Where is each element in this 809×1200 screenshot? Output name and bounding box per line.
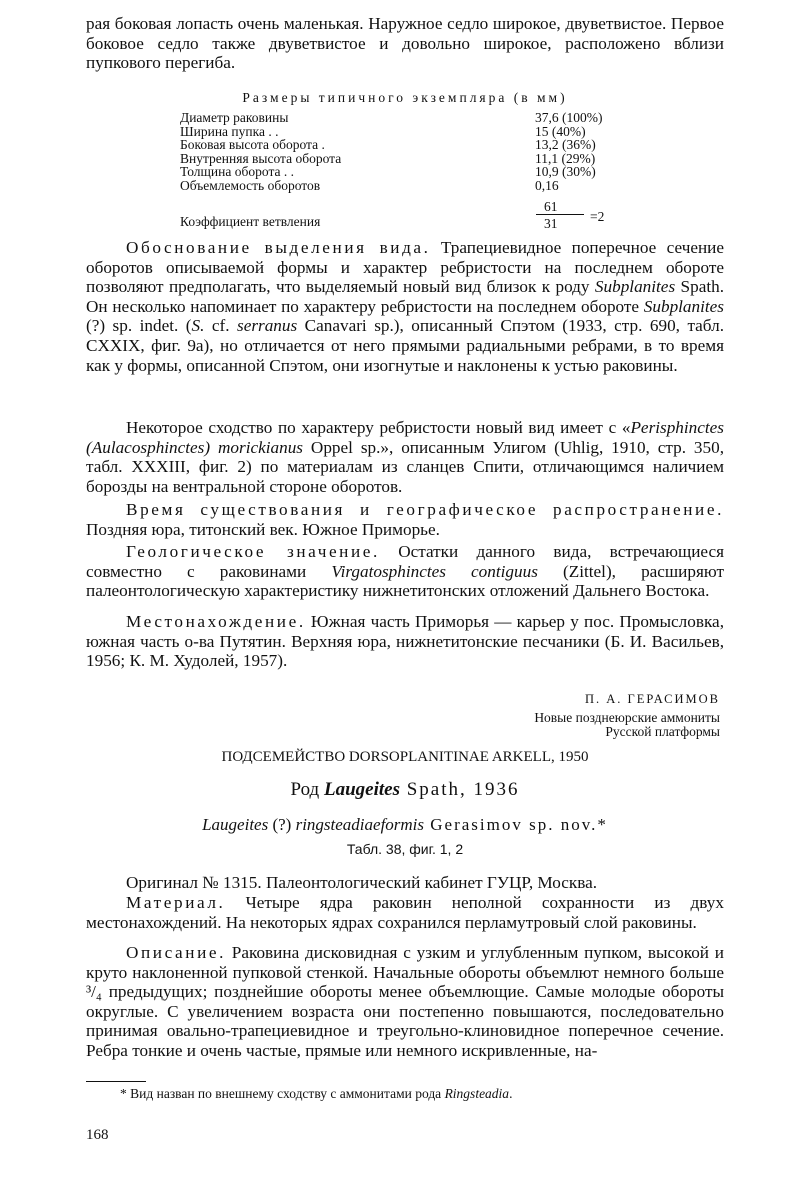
text: cf. xyxy=(204,316,238,336)
paragraph-description xyxy=(86,943,724,1061)
measurements-title: Размеры типичного экземпляра (в мм) xyxy=(242,90,568,105)
text: * Вид назван по внешнему сходству с аммонитами рода xyxy=(120,1086,445,1101)
measurement-label: Объемлемость оборотов xyxy=(180,177,321,193)
top-paragraph: рая боковая лопасть очень маленькая. Наружное седло широкое, двуветвистое. Первое боковое седло также двуветвистое и довольно широкое, расположено вблизи пупкового перегиба. xyxy=(86,14,724,73)
text: (Zittel), расширяют палеонтологическую характеристику нижнетитонских отложений Дальнего Востока. xyxy=(86,561,724,601)
measurement-row xyxy=(180,125,603,139)
measurement-row xyxy=(180,138,603,152)
text: Род xyxy=(290,779,324,800)
genus-name: Laugeites xyxy=(323,779,400,800)
heading-material: Материал. xyxy=(126,893,226,912)
measurement-row xyxy=(180,111,603,125)
text: Четыре ядра раковин неполной сохранности из двух местонахождений. На некоторых ядрах сохранился перламутровый слой раковины. xyxy=(86,893,724,932)
measurement-label: Боковая высота оборота . xyxy=(180,137,325,153)
genus-name: Ringsteadia xyxy=(444,1086,510,1101)
text: . xyxy=(509,1086,513,1101)
species-name: Perisphinctes (Aulacosphinctes) morickianus xyxy=(86,418,724,457)
subfamily-heading: ПОДСЕМЕЙСТВО DORSOPLANITINAE ARKELL, 1950 xyxy=(221,749,589,765)
species-name: Virgatosphinctes contiguus xyxy=(331,561,538,581)
heading-obosnovanie: Обоснование выделения вида. xyxy=(126,238,431,257)
measurement-row xyxy=(180,165,603,179)
species-abbrev: S. xyxy=(191,316,205,336)
paragraph-original: Оригинал № 1315. Палеонтологический кабинет ГУЦР, Москва. xyxy=(126,873,598,892)
heading-time: Время существования и географическое распространение. xyxy=(126,500,724,519)
species-heading xyxy=(86,815,724,835)
paragraph-locality xyxy=(86,612,724,671)
author-work-line1: Новые позднеюрские аммониты xyxy=(534,710,720,725)
species-name: serranus xyxy=(237,316,298,336)
text: Южная часть Приморья — карьер у пос. Промысловка, южная часть о-ва Путятин. Верхняя юра, нижнетитонские песчаники (Б. И. Васильев, 1956; К. М. Худолей, 1957). xyxy=(86,612,724,671)
text: Canavari sp.), описанный Спэтом (1933, стр. 690, табл. CXXIX, фиг. 9а), но отличается от него прямыми радиальными ребрами, в то время как у формы, описанной Спэтом, они изогнутые и наклонены к устью раковины. xyxy=(86,316,724,375)
text: Трапециевидное поперечное сечение оборотов описываемой формы и характер ребристости на последнем обороте позволяют предполагать, что выделяемый новый вид близок к роду xyxy=(86,238,724,297)
genus-name: Laugeites xyxy=(202,815,269,834)
text: (?) xyxy=(268,815,296,834)
genus-heading xyxy=(86,779,724,801)
measurement-value: 15 (40%) xyxy=(535,123,586,139)
measurement-label: Толщина оборота . . xyxy=(180,164,294,180)
measurements-table xyxy=(180,111,603,193)
paragraph-similarity xyxy=(86,418,724,496)
genus-author: Spath, 1936 xyxy=(399,779,520,800)
text: Поздняя юра, титонский век. Южное Приморье. xyxy=(86,519,440,539)
measurement-value: 10,9 (30%) xyxy=(535,164,596,180)
text: Oppel sp.», описанным Улигом (Uhlig, 1910, стр. 350, табл. XXXIII, фиг. 2) по материалам из сланцев Спити, отличающимся наличием борозды на вентральной стороне оборотов. xyxy=(86,437,724,496)
measurement-label: Диаметр раковины xyxy=(180,110,289,125)
author-name: П. А. ГЕРАСИМОВ xyxy=(584,692,720,706)
measurement-row xyxy=(180,152,603,166)
text: (?) sp. indet. ( xyxy=(86,316,192,336)
coefficient-label: Коэффициент ветвления xyxy=(180,214,321,229)
page-number: 168 xyxy=(86,1127,109,1143)
coefficient-result: =2 xyxy=(590,209,605,224)
measurement-row xyxy=(180,179,603,193)
footnote xyxy=(120,1086,512,1102)
fraction-bar xyxy=(536,214,584,215)
paragraph-time xyxy=(86,500,724,539)
genus-name: Subplanites xyxy=(594,277,676,297)
measurement-label: Ширина пупка . . xyxy=(180,123,279,139)
measurement-value: 37,6 (100%) xyxy=(535,110,603,125)
heading-description: Описание. xyxy=(126,943,226,962)
text: Раковина дисковидная с узким и углубленным пупком, высокой и круто наклоненной пупковой стенкой. Начальные обороты объемлют немного больше ³/₄ предыдущих; позднейшие обороты менее объемлющие. Самые молодые обороты округлые. С увеличением возраста они постепенно повышаются, последовательно принимая овально-трапециевидное и треугольно-клиновидное поперечное сечение. Ребра тонкие и очень частые, прямые или немного искривленные, на- xyxy=(86,943,724,1060)
heading-locality: Местонахождение. xyxy=(126,612,306,631)
paragraph-geology xyxy=(86,542,724,601)
plate-reference: Табл. 38, фиг. 1, 2 xyxy=(346,841,464,857)
paragraph-material xyxy=(86,893,724,932)
species-author: Gerasimov sp. nov.* xyxy=(424,815,608,834)
measurement-label: Внутренняя высота оборота xyxy=(180,150,342,166)
text: Spath. Он несколько напоминает по характеру ребристости на последнем обороте xyxy=(86,277,724,316)
heading-geology: Геологическое значение. xyxy=(126,542,380,561)
measurement-value: 13,2 (36%) xyxy=(535,137,596,153)
measurement-value: 11,1 (29%) xyxy=(535,150,596,166)
species-epithet: ringsteadiaeformis xyxy=(295,815,425,834)
coefficient-denominator: 31 xyxy=(544,216,558,231)
footnote-rule xyxy=(86,1081,146,1082)
coefficient-numerator: 61 xyxy=(544,199,558,214)
text: Некоторое сходство по характеру ребристости новый вид имеет с « xyxy=(126,418,631,437)
text: Остатки данного вида, встречающиеся совместно с раковинами xyxy=(86,542,724,581)
paragraph-obosnovanie xyxy=(86,238,724,375)
measurement-value: 0,16 xyxy=(535,177,559,193)
author-work-line2: Русской платформы xyxy=(605,724,720,739)
genus-name: Subplanites xyxy=(643,296,724,316)
